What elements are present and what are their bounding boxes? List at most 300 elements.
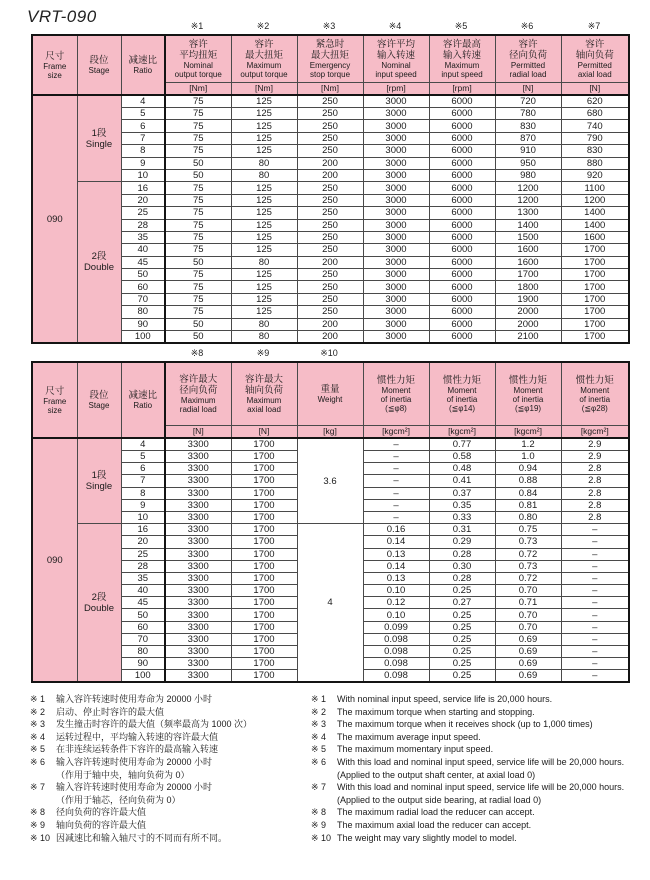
unit-cell: [kgcm²] [363,425,429,438]
value-cell: 1700 [231,438,297,451]
stage-cell [77,524,121,683]
value-cell: 3300 [165,670,231,683]
unit-cell: [N] [231,425,297,438]
value-cell: 0.77 [429,438,495,451]
ratio-cell: 6 [121,120,165,132]
value-cell: 3300 [165,633,231,645]
value-cell: 830 [561,145,629,157]
value-cell: 0.27 [429,597,495,609]
value-cell: 0.25 [429,585,495,597]
header-label-line: 平均扭矩 [179,49,218,61]
value-cell: 50 [165,256,231,268]
value-cell: – [363,438,429,451]
value-cell: 50 [165,157,231,169]
column-header [495,362,561,425]
table-row [32,95,629,108]
value-cell: 2.8 [561,487,629,499]
footnote-marker-label: ※1 [190,21,204,31]
table-row [32,438,629,451]
value-cell: 0.13 [363,548,429,560]
ratio-cell: 10 [121,169,165,181]
value-cell: 125 [231,108,297,120]
ratio-cell: 10 [121,511,165,523]
value-cell: 920 [561,169,629,181]
header-label-line: 输入转速 [442,49,481,61]
value-cell: 780 [495,108,561,120]
footnote-text: （作用于轴芯，径向负荷为 0） [56,794,181,805]
value-cell: 0.098 [363,646,429,658]
value-cell: 3000 [363,219,429,231]
footnote-text: The maximum average input speed. [337,731,481,742]
value-cell: 75 [165,244,231,256]
value-cell: 1900 [495,293,561,305]
column-header [77,362,121,438]
value-cell: 6000 [429,318,495,330]
value-cell: 3300 [165,524,231,536]
column-header [165,35,231,82]
unit-cell: [Nm] [297,82,363,95]
value-cell: 1700 [561,293,629,305]
header-label-line: 紧急时 [315,38,345,50]
value-cell: 0.69 [495,670,561,683]
unit-cell: [N] [495,82,561,95]
value-cell: 3300 [165,560,231,572]
value-cell: 0.25 [429,646,495,658]
value-cell: 80 [231,169,297,181]
value-cell: 6000 [429,306,495,318]
ratio-cell: 60 [121,281,165,293]
value-cell: 3300 [165,475,231,487]
value-cell: 620 [561,95,629,108]
footnote-line [311,806,646,819]
value-cell: 125 [231,281,297,293]
value-cell: 3000 [363,182,429,194]
footnote-text: 输入容许转速时使用寿命为 20000 小时 [56,756,213,767]
value-cell: 1400 [495,219,561,231]
value-cell: 250 [297,281,363,293]
value-cell: 870 [495,132,561,144]
value-cell: 125 [231,132,297,144]
footnote-marker: ※ 10 [30,832,51,843]
value-cell: 3300 [165,487,231,499]
value-cell: 125 [231,219,297,231]
value-cell: 75 [165,182,231,194]
marker-spacer [31,20,76,32]
ratio-cell: 60 [121,621,165,633]
header-label-row [32,362,629,425]
column-header [297,35,363,82]
table2-footnote-markers [31,347,628,359]
value-cell: 125 [231,95,297,108]
header-label-line: stop torque [309,69,351,79]
value-cell: 0.58 [429,451,495,463]
value-cell: 0.28 [429,548,495,560]
value-cell: 1700 [231,597,297,609]
value-cell: 0.30 [429,560,495,572]
value-cell: 0.10 [363,609,429,621]
value-cell: 0.099 [363,621,429,633]
value-cell: 125 [231,306,297,318]
table-header [32,362,629,438]
value-cell: 75 [165,219,231,231]
footnote-text: (Applied to the output shaft center, at axial load 0) [337,769,536,780]
value-cell: 1200 [495,194,561,206]
header-label-line: 容许 [585,38,605,50]
footnote-marker-label: ※3 [322,21,336,31]
value-cell: 2.8 [561,511,629,523]
footnote-marker-label: ※5 [454,21,468,31]
table-row [32,169,629,181]
header-label-line: 惯性力矩 [575,374,614,386]
value-cell: 0.16 [363,524,429,536]
value-cell: 1700 [231,609,297,621]
footnote-text: The maximum momentary input speed. [337,744,494,755]
header-label-line: Permitted [577,60,612,70]
footnote-marker: ※ 2 [311,706,327,717]
footnote-marker [30,769,56,782]
header-label-line: 容许 [254,38,274,50]
footnote-marker: ※ 9 [30,819,46,830]
value-cell: 75 [165,281,231,293]
value-cell: 1700 [231,670,297,683]
value-cell: 250 [297,145,363,157]
header-label-line: 减速比 [128,55,157,66]
value-cell: 790 [561,132,629,144]
value-cell: 6000 [429,231,495,243]
ratio-cell: 50 [121,609,165,621]
footnotes-chinese [30,693,310,844]
value-cell: 250 [297,95,363,108]
value-cell: 50 [165,318,231,330]
value-cell: 3000 [363,256,429,268]
header-label-row [32,35,629,82]
header-label-line: Maximum [180,395,216,405]
footnotes-english [311,693,646,844]
header-label-line: Nominal [183,60,213,70]
value-cell: 1700 [231,475,297,487]
value-cell: 1700 [231,487,297,499]
footnote-line [30,718,310,731]
value-cell: – [561,633,629,645]
value-cell: 0.73 [495,536,561,548]
value-cell: 3300 [165,597,231,609]
footnote-text: The maximum torque when it receives shock (up to 1,000 times) [337,719,593,730]
header-label-line: 轴向负荷 [244,384,283,396]
table-row [32,132,629,144]
value-cell: – [363,463,429,475]
footnote-text: 输入容许转速时使用寿命为 20000 小时 [56,782,213,793]
value-cell: 1700 [231,560,297,572]
footnote-line [311,832,646,845]
footnote-text: (Applied to the output side bearing, at radial load 0) [337,794,542,805]
value-cell: 3000 [363,231,429,243]
value-cell: 3000 [363,194,429,206]
value-cell: 250 [297,306,363,318]
value-cell: 1700 [561,306,629,318]
value-cell: 0.14 [363,560,429,572]
value-cell: 0.70 [495,585,561,597]
value-cell: 3300 [165,438,231,451]
header-label-line: 段位 [89,55,109,66]
header-label-line: (≦φ8) [385,403,407,413]
value-cell: – [561,621,629,633]
header-label-line: Emergency [309,60,351,70]
value-cell: 0.25 [429,621,495,633]
header-label-line: size [47,70,62,80]
value-cell: 125 [231,194,297,206]
ratio-cell: 100 [121,670,165,683]
value-cell: 1700 [231,585,297,597]
header-label-line: 径向负荷 [508,49,547,61]
value-cell: 75 [165,120,231,132]
value-cell: 6000 [429,108,495,120]
header-label-line: Permitted [510,60,546,70]
value-cell: 3300 [165,451,231,463]
value-cell: – [561,560,629,572]
value-cell: 0.098 [363,658,429,670]
value-cell: 6000 [429,194,495,206]
ratio-cell: 40 [121,585,165,597]
value-cell: 0.69 [495,658,561,670]
header-label-line: 容许 [518,38,538,50]
value-cell: 125 [231,182,297,194]
header-label-line: 1段 [91,470,107,482]
value-cell: 125 [231,269,297,281]
stage-cell [77,438,121,524]
column-header [77,35,121,95]
value-cell: 740 [561,120,629,132]
unit-cell: [rpm] [363,82,429,95]
value-cell: – [561,609,629,621]
footnote-line [311,706,646,719]
header-label-line: 2段 [91,251,107,263]
column-header [495,35,561,82]
value-cell: 6000 [429,207,495,219]
value-cell: 6000 [429,145,495,157]
value-cell: 0.75 [495,524,561,536]
value-cell: 1700 [231,633,297,645]
header-label-line: 最大扭矩 [310,49,349,61]
value-cell: 1700 [561,244,629,256]
value-cell: 0.14 [363,536,429,548]
ratio-cell: 9 [121,499,165,511]
value-cell: 50 [165,169,231,181]
header-label-line: 尺寸 [45,50,65,62]
footnote-text: 运转过程中，平均输入转速的容许最大值 [56,731,219,742]
header-label-line: Double [83,262,115,274]
value-cell: 0.73 [495,560,561,572]
table-body [32,95,629,343]
header-label-line: Ratio [133,401,153,410]
header-label-line: Single [85,481,113,493]
header-label-line: 容许平均 [376,38,415,50]
header-label-line: Moment [381,385,411,395]
value-cell: 0.25 [429,658,495,670]
ratio-cell: 28 [121,560,165,572]
header-label-line: Stage [88,401,110,410]
value-cell: – [363,511,429,523]
value-cell: 2000 [495,306,561,318]
value-cell: 3000 [363,108,429,120]
value-cell: 0.70 [495,609,561,621]
ratio-cell: 80 [121,306,165,318]
value-cell: 3300 [165,658,231,670]
table-row [32,293,629,305]
header-label-line: 容许最大 [244,373,283,385]
value-cell: 0.80 [495,511,561,523]
value-cell: 3300 [165,572,231,584]
value-cell: 3300 [165,646,231,658]
value-cell: 75 [165,306,231,318]
header-label-line: 重量 [320,383,340,395]
footnote-line [30,819,310,832]
header-label-line: 尺寸 [45,385,65,397]
weight-cell: 3.6 [297,438,363,524]
value-cell: 125 [231,293,297,305]
column-header [363,35,429,82]
column-header [429,362,495,425]
footnote-line [30,832,310,845]
header-label-line: 惯性力矩 [376,374,415,386]
value-cell: 0.29 [429,536,495,548]
value-cell: 80 [231,318,297,330]
header-label-line: Ratio [133,66,153,75]
footnote-text: The maximum torque when starting and stopping. [337,706,535,717]
value-cell: 200 [297,157,363,169]
page-title: VRT-090 [27,7,97,26]
value-cell: 0.098 [363,633,429,645]
footnote-marker: ※ 3 [311,719,327,730]
footnote-line [30,756,310,769]
value-cell: 0.48 [429,463,495,475]
value-cell: – [561,670,629,683]
ratio-cell: 4 [121,438,165,451]
header-label-line: Maximum [246,395,282,405]
table-row [32,306,629,318]
header-label-line: size [47,405,62,415]
header-label-line: of inertia [579,394,611,404]
value-cell: 1700 [231,451,297,463]
ratio-cell: 25 [121,207,165,219]
table-row [32,207,629,219]
value-cell: 250 [297,293,363,305]
marker-spacer [428,347,494,359]
value-cell: 1500 [495,231,561,243]
value-cell: 80 [231,157,297,169]
value-cell: 250 [297,132,363,144]
value-cell: 3000 [363,145,429,157]
footnote-line [311,743,646,756]
header-label-line: Single [85,138,113,150]
column-header [297,362,363,425]
value-cell: 250 [297,269,363,281]
footnote-line [311,718,646,731]
table-row [32,157,629,169]
value-cell: 3300 [165,585,231,597]
header-label-line: (≦φ14) [448,403,476,413]
value-cell: 6000 [429,157,495,169]
value-cell: 1700 [561,331,629,344]
marker-spacer [560,347,628,359]
column-header [32,362,77,438]
value-cell: 250 [297,120,363,132]
value-cell: 0.94 [495,463,561,475]
value-cell: 0.72 [495,572,561,584]
footnote-text: 启动、停止时容许的最大值 [56,706,165,717]
header-label-line: output torque [240,69,288,79]
value-cell: 75 [165,269,231,281]
ratio-cell: 90 [121,318,165,330]
table-row [32,269,629,281]
value-cell: 1700 [231,536,297,548]
value-cell: 1700 [231,572,297,584]
value-cell: 50 [165,331,231,344]
value-cell: 0.25 [429,633,495,645]
footnote-marker: ※ 1 [30,694,46,704]
spec-table-output [31,34,630,344]
header-label-line: 惯性力矩 [508,374,547,386]
value-cell: – [561,658,629,670]
unit-cell: [Nm] [231,82,297,95]
value-cell: – [363,451,429,463]
value-cell: 6000 [429,256,495,268]
column-header [561,362,629,425]
value-cell: 0.71 [495,597,561,609]
value-cell: 75 [165,293,231,305]
header-label-line: Moment [580,385,610,395]
value-cell: – [561,536,629,548]
value-cell: 0.72 [495,548,561,560]
value-cell: 0.098 [363,670,429,683]
value-cell: 3300 [165,499,231,511]
value-cell: 125 [231,244,297,256]
table-row [32,231,629,243]
footnote-text: 轴向负荷的容许最大值 [56,819,147,830]
value-cell: 0.69 [495,646,561,658]
table-row [32,256,629,268]
stage-cell [77,95,121,182]
footnote-line [30,693,310,706]
ratio-cell: 45 [121,597,165,609]
value-cell: 6000 [429,293,495,305]
value-cell: 6000 [429,244,495,256]
ratio-cell: 4 [121,95,165,108]
value-cell: 3000 [363,306,429,318]
value-cell: 1700 [495,269,561,281]
ratio-cell: 70 [121,293,165,305]
value-cell: 1700 [231,463,297,475]
value-cell: – [561,585,629,597]
value-cell: 1.0 [495,451,561,463]
footnote-marker: ※ 8 [30,807,46,818]
footnote-line [311,781,646,794]
footnote-line [30,706,310,719]
footnote-line [30,794,310,807]
marker-spacer [76,347,120,359]
table1-footnote-markers [31,20,628,32]
header-label-line: 最大扭矩 [244,49,283,61]
ratio-cell: 6 [121,463,165,475]
value-cell: 75 [165,231,231,243]
value-cell: 125 [231,207,297,219]
value-cell: 2000 [495,318,561,330]
footnote-marker [311,769,337,782]
value-cell: 0.28 [429,572,495,584]
value-cell: 80 [231,256,297,268]
ratio-cell: 80 [121,646,165,658]
value-cell: 3300 [165,609,231,621]
value-cell: 1700 [231,499,297,511]
